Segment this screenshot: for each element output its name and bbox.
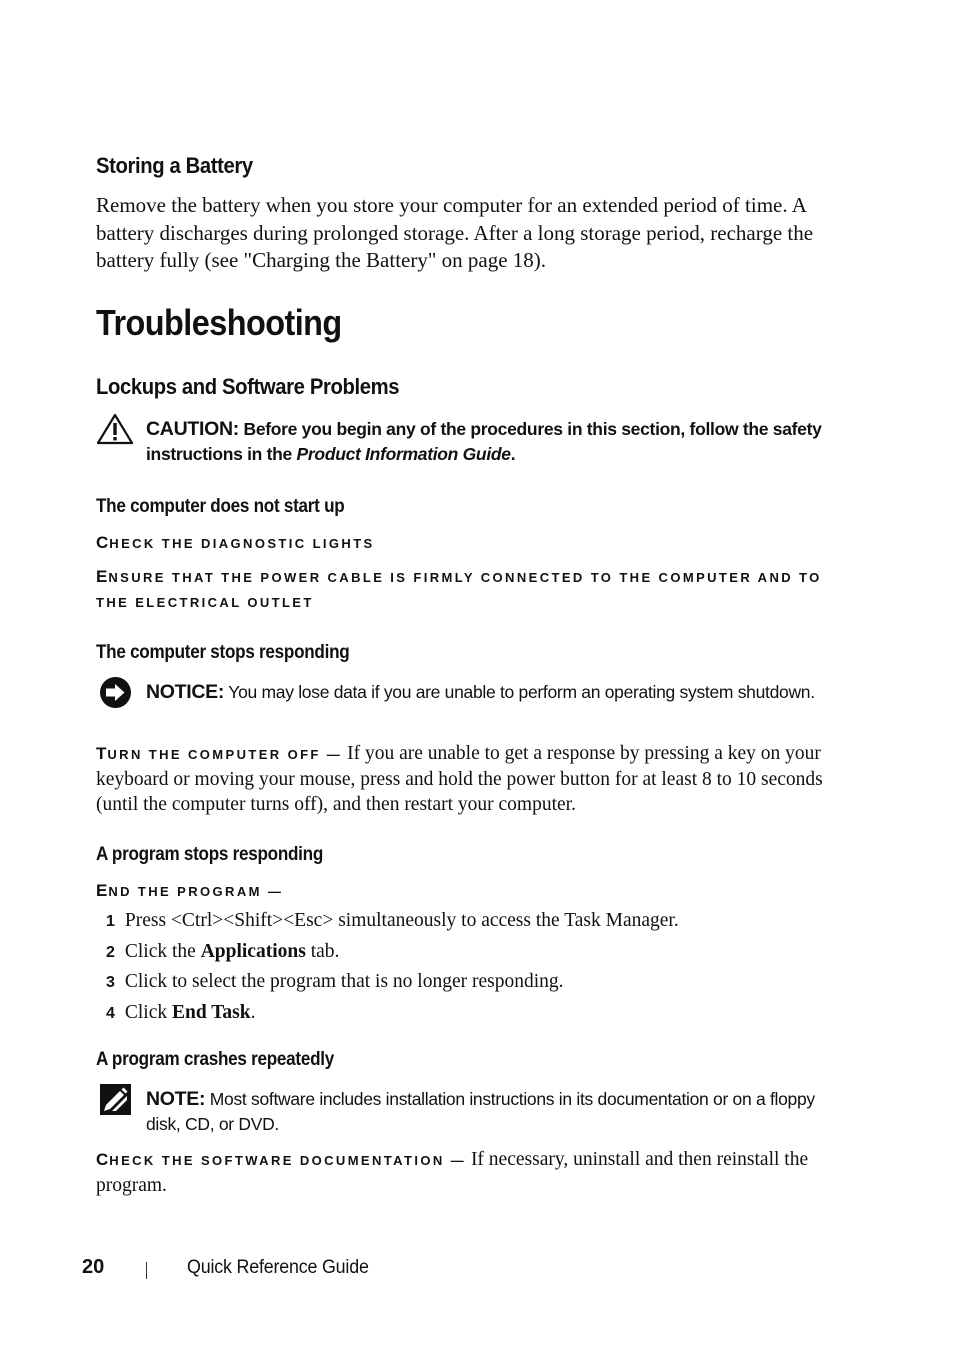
step-initial: C — [96, 1150, 110, 1169]
step-dash: — — [444, 1153, 467, 1168]
list-text: Click to select the program that is no longer responding. — [124, 971, 564, 992]
step-initial: T — [96, 744, 108, 763]
caution-text: Before you begin any of the procedures in this section, follow the safety instructions in the — [146, 419, 822, 464]
chapter-heading-troubleshooting: Troubleshooting — [96, 302, 342, 343]
step-ensure-power-cable — [96, 564, 824, 615]
list-number: 3 — [106, 974, 115, 991]
step-initial: E — [96, 881, 109, 900]
list-item — [106, 967, 679, 998]
list-text-bold: Applications — [200, 940, 306, 962]
caution-note — [146, 417, 826, 467]
step-check-diagnostic-lights — [96, 530, 375, 556]
subheading-stops-responding: The computer stops responding — [96, 642, 350, 663]
task-manager-steps — [106, 906, 679, 1028]
subheading-does-not-start: The computer does not start up — [96, 496, 345, 517]
list-text: . — [250, 1001, 256, 1023]
step-rest: NSURE THAT THE POWER CABLE IS FIRMLY CONNECTED TO THE COMPUTER AND TO THE ELECTRICAL OUTLET — [96, 570, 822, 610]
list-item — [106, 906, 679, 937]
section-heading-storing-battery: Storing a Battery — [96, 153, 253, 178]
caution-emphasis: Product Information Guide — [296, 444, 511, 464]
note-label: NOTE: — [146, 1088, 206, 1110]
list-text: Click the — [124, 940, 201, 962]
step-initial: C — [96, 533, 110, 552]
list-number: 1 — [106, 913, 115, 930]
list-text: tab. — [305, 940, 340, 962]
turn-off-text: If you are unable to get a response by pressing a key on your keyboard or moving your mouse, press and hold the power button for at least 8 to 10 seconds (until the computer turns off), and then restart your computer. — [96, 743, 823, 815]
notice-note — [146, 680, 826, 705]
check-software-text: If necessary, uninstall and then reinstall the program. — [96, 1149, 809, 1196]
page-number: 20 — [82, 1256, 105, 1278]
turn-off-paragraph — [96, 741, 824, 817]
list-item — [106, 998, 679, 1029]
footer-divider — [146, 1262, 147, 1279]
step-rest: HECK THE DIAGNOSTIC LIGHTS — [109, 536, 375, 551]
subheading-program-stops: A program stops responding — [96, 844, 324, 865]
caution-icon — [96, 413, 134, 445]
subheading-program-crashes: A program crashes repeatedly — [96, 1049, 334, 1070]
section-heading-lockups: Lockups and Software Problems — [96, 374, 400, 399]
caution-end: . — [510, 444, 516, 464]
step-dash: — — [261, 884, 284, 899]
storing-battery-paragraph: Remove the battery when you store your computer for an extended period of time. A battery discharges during prolonged storage. After a long storage period, recharge the battery fully (see "Charging the Battery" on page 18). — [96, 193, 814, 272]
step-rest: URN THE COMPUTER OFF — [107, 747, 321, 762]
list-text: Click — [124, 1001, 172, 1023]
list-number: 2 — [106, 943, 115, 961]
step-end-program — [96, 878, 283, 904]
notice-icon — [99, 676, 132, 709]
footer-title: Quick Reference Guide — [187, 1257, 369, 1278]
check-software-paragraph — [96, 1147, 824, 1198]
note-text: Most software includes installation instructions in its documentation or on a floppy disk, CD, or DVD. — [146, 1089, 815, 1134]
notice-text: You may lose data if you are unable to perform an operating system shutdown. — [224, 682, 815, 702]
step-dash: — — [320, 747, 343, 762]
step-rest: ND THE PROGRAM — [108, 884, 262, 899]
caution-label: CAUTION: — [146, 418, 239, 440]
list-number: 4 — [106, 1004, 115, 1022]
step-rest: HECK THE SOFTWARE DOCUMENTATION — [109, 1153, 445, 1168]
list-text: Press <Ctrl><Shift><Esc> simultaneously to access the Task Manager. — [124, 910, 679, 931]
note-callout — [146, 1087, 826, 1137]
note-pencil-icon — [100, 1084, 131, 1115]
step-initial: E — [96, 567, 109, 586]
notice-label: NOTICE: — [146, 681, 225, 703]
list-text-bold: End Task — [172, 1001, 251, 1023]
list-item — [106, 937, 679, 968]
